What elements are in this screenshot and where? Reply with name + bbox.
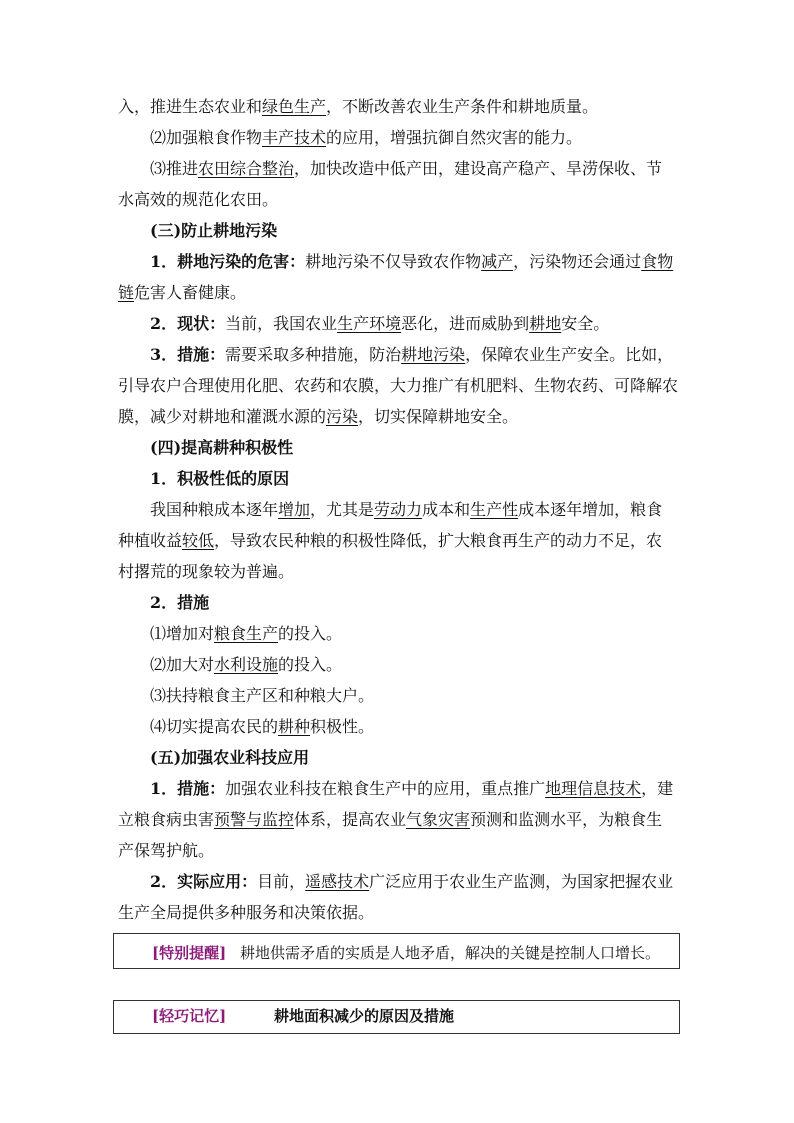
paragraph-pollution-measures: 3．措施：需要采取多种措施，防治耕地污染，保障农业生产安全。比如，引导农户合理使用化肥、农药和农膜，大力推广有机肥料、生物农药、可降解农膜，减少对耕地和灌溉水源的污染，切实保障耕地安全。 [118, 345, 679, 426]
memory-tip-tag: [轻巧记忆] [152, 1007, 227, 1025]
underlined-term: 耕种 [278, 717, 311, 736]
special-reminder-box [113, 933, 680, 969]
underlined-term: 气象灾害 [406, 810, 471, 829]
underlined-term: 绿色生产 [262, 97, 327, 116]
measure-item-1: ⑴增加对粮食生产的投入。 [150, 624, 343, 643]
paragraph-2: ⑵加强粮食作物丰产技术的应用，增强抗御自然灾害的能力。 [150, 128, 583, 147]
underlined-term: 食物链 [118, 252, 674, 302]
underlined-term: 耕地污染 [401, 345, 466, 364]
underlined-term: 耕地 [529, 314, 562, 333]
underlined-term: 较低 [182, 531, 215, 550]
underlined-term: 预警与监控 [214, 810, 295, 829]
measure-item-4: ⑷切实提高农民的耕种积极性。 [150, 717, 375, 736]
underlined-term: 丰产技术 [262, 128, 327, 147]
underlined-term: 粮食生产 [214, 624, 279, 643]
section-heading-5: (五)加强农业科技应用 [150, 748, 310, 767]
underlined-term: 增加 [278, 500, 311, 519]
underlined-term: 减产 [481, 252, 514, 271]
special-reminder-tag: [特别提醒] [152, 944, 227, 962]
section-heading-3: (三)防止耕地污染 [150, 221, 278, 240]
memory-tip-box [113, 1000, 680, 1034]
underlined-term: 农田综合整治 [198, 159, 295, 178]
section-heading-4: (四)提高耕种积极性 [150, 438, 294, 457]
subheading-reasons: 1．积极性低的原因 [150, 469, 290, 488]
measure-item-3: ⑶扶持粮食主产区和种粮大户。 [150, 686, 375, 705]
underlined-term: 生产性 [470, 500, 519, 519]
memory-tip-content: 耕地面积减少的原因及措施 [274, 1007, 455, 1025]
underlined-term: 劳动力 [374, 500, 423, 519]
underlined-term: 污染 [326, 407, 359, 426]
underlined-term: 地理信息技术 [545, 779, 642, 798]
paragraph-3: ⑶推进农田综合整治，加快改造中低产田，建设高产稳产、旱涝保收、节水高效的规范化农田。 [118, 159, 663, 209]
paragraph-tech-application: 2．实际应用：目前，遥感技术广泛应用于农业生产监测，为国家把握农业生产全局提供多种服务和决策依据。 [118, 872, 674, 922]
paragraph-reasons: 我国种粮成本逐年增加，尤其是劳动力成本和生产性成本逐年增加，粮食种植收益较低，导致农民种粮的积极性降低，扩大粮食再生产的动力不足，农村撂荒的现象较为普遍。 [118, 500, 663, 581]
paragraph-pollution-harm: 1．耕地污染的危害：耕地污染不仅导致农作物减产，污染物还会通过食物链危害人畜健康。 [118, 252, 674, 302]
underlined-term: 水利设施 [214, 655, 279, 674]
paragraph-pollution-status: 2．现状：当前，我国农业生产环境恶化，进而威胁到耕地安全。 [150, 314, 610, 333]
body-text [118, 91, 678, 928]
subheading-measures: 2．措施 [150, 593, 210, 612]
paragraph-tech-measures: 1．措施：加强农业科技在粮食生产中的应用，重点推广地理信息技术，建立粮食病虫害预警与监控体系，提高农业气象灾害预测和监测水平，为粮食生产保驾护航。 [118, 779, 674, 860]
special-reminder-content: 耕地供需矛盾的实质是人地矛盾，解决的关键是控制人口增长。 [240, 944, 661, 962]
underlined-term: 遥感技术 [305, 872, 370, 891]
paragraph-1: 入，推进生态农业和绿色生产，不断改善农业生产条件和耕地质量。 [118, 97, 599, 116]
measure-item-2: ⑵加大对水利设施的投入。 [150, 655, 343, 674]
underlined-term: 生产环境 [337, 314, 402, 333]
